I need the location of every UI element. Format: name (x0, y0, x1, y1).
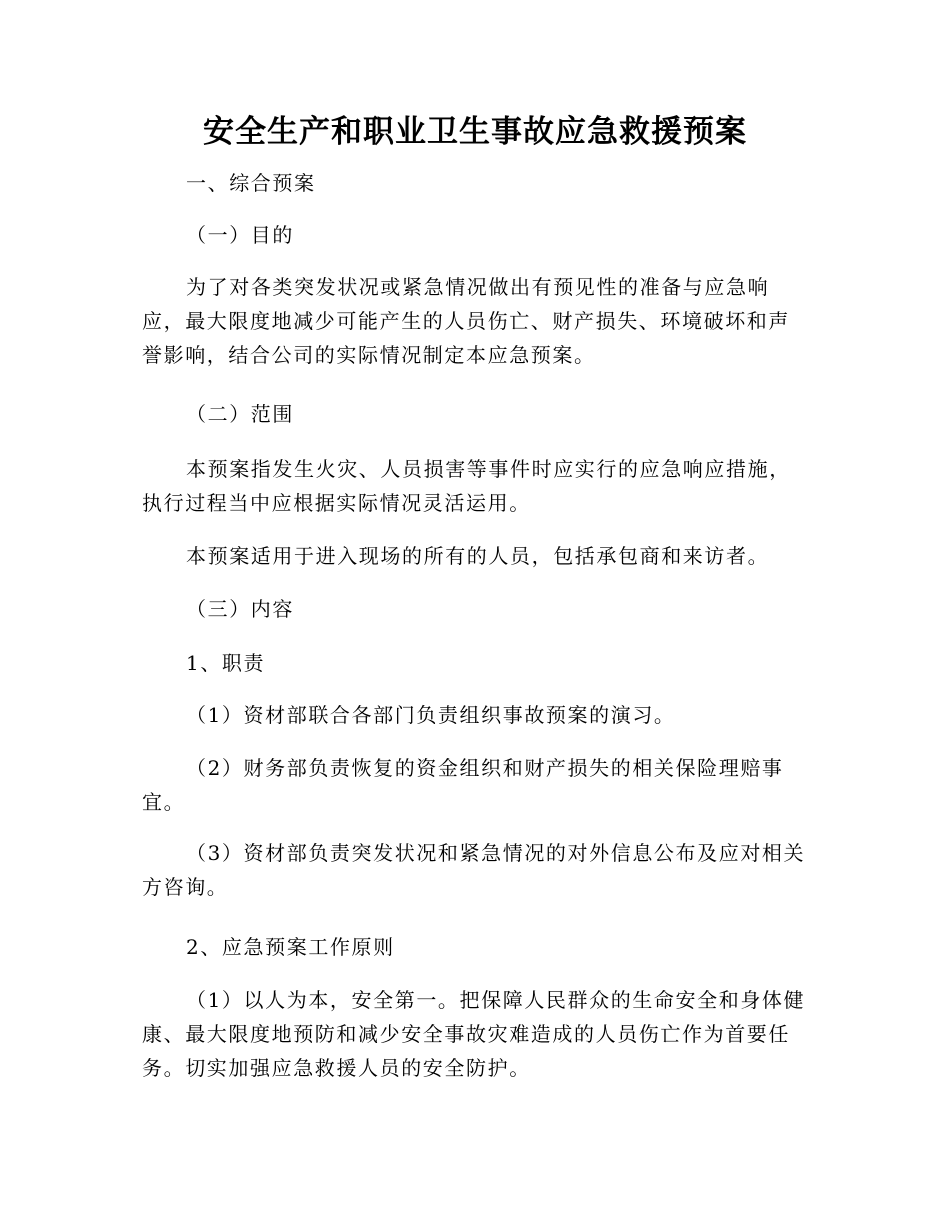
subsection-heading-scope: （二）范围 (186, 402, 294, 426)
subsection-heading-purpose: （一）目的 (186, 223, 294, 247)
document-title: 安全生产和职业卫生事故应急救援预案 (203, 114, 747, 150)
paragraph-scope-measures: 本预案指发生火灾、人员损害等事件时应实行的应急响应措施，执行过程当中应根据实际情况灵活运用。 (142, 457, 791, 515)
paragraph-purpose: 为了对各类突发状况或紧急情况做出有预见性的准备与应急响应，最大限度地减少可能产生的人员伤亡、财产损失、环境破坏和声誉影响，结合公司的实际情况制定本应急预案。 (142, 275, 790, 367)
section-heading-comprehensive-plan: 一、综合预案 (186, 171, 316, 195)
heading-responsibilities: 1、职责 (186, 651, 266, 675)
list-item-responsibility-1: （1）资材部联合各部门负责组织事故预案的演习。 (186, 703, 676, 727)
list-item-responsibility-2: （2）财务部负责恢复的资金组织和财产损失的相关保险理赔事宜。 (142, 756, 784, 814)
subsection-heading-content: （三）内容 (186, 597, 294, 621)
heading-work-principles: 2、应急预案工作原则 (186, 935, 395, 959)
list-item-principle-1: （1）以人为本，安全第一。把保障人民群众的生命安全和身体健康、最大限度地预防和减少安全事故灾难造成的人员伤亡作为首要任务。切实加强应急救援人员的安全防护。 (142, 988, 806, 1080)
list-item-responsibility-3: （3）资材部负责突发状况和紧急情况的对外信息公布及应对相关方咨询。 (142, 841, 806, 899)
paragraph-scope-applicability: 本预案适用于进入现场的所有的人员，包括承包商和来访者。 (186, 544, 770, 568)
